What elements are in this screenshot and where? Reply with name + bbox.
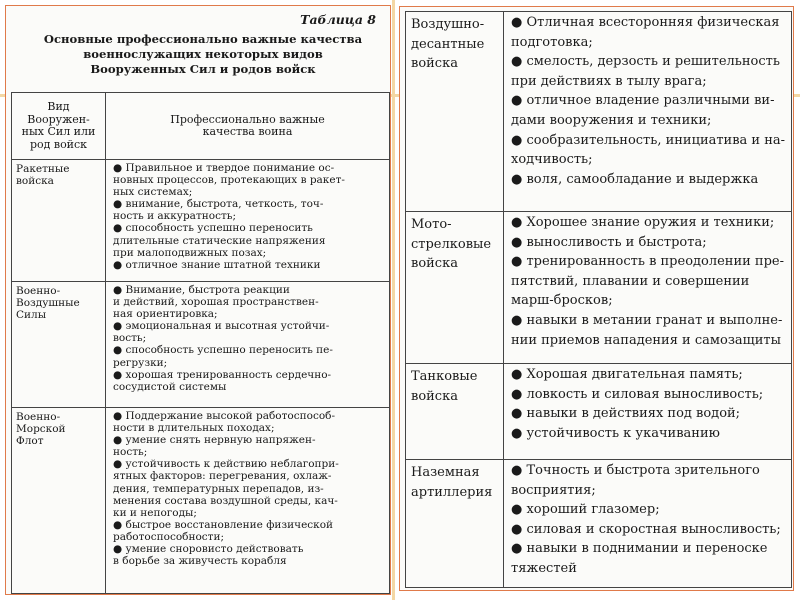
quality-item: ● устойчивость к укачиванию (511, 425, 720, 441)
quality-item: ● воля, самообладание и выдержка (511, 171, 759, 187)
quality-item: ● хорошая тренированность сердечно- сосудистой системы (113, 368, 332, 393)
caption-line: Основные профессионально важные качества (43, 32, 363, 46)
qualities-cell (504, 212, 792, 364)
troop-type-line: войска (411, 388, 458, 404)
table-row (406, 364, 792, 460)
quality-item: ● быстрое восстановление физической работоспособности; (113, 518, 334, 543)
troop-type-cell (406, 212, 504, 364)
troop-type-line: артиллерия (411, 484, 493, 500)
quality-item: ● силовая и скоростная выносливость; (511, 521, 781, 537)
caption-line: Вооруженных Сил и родов войск (90, 62, 316, 76)
qualities-cell (106, 160, 390, 282)
header-line: Вид (47, 100, 70, 113)
caption-line: военнослужащих некоторых видов (83, 47, 323, 61)
quality-item: ● тренированность в преодолении пре- пятствий, плавании и совершении марш-бросков; (511, 254, 785, 309)
table-row (406, 460, 792, 588)
header-line: ных Сил или (21, 125, 96, 138)
qualities-cell (106, 282, 390, 408)
troop-type-cell (406, 12, 504, 212)
header-line: качества воина (202, 125, 293, 138)
table-row (406, 212, 792, 364)
quality-item: ● отличное владение различными ви- дами вооружения и техники; (511, 93, 775, 128)
quality-item: ● способность успешно переносить длительные статические напряжения при малоподвижных позах; (113, 222, 326, 259)
header-line: Вооружен- (27, 112, 90, 126)
table-row (406, 12, 792, 212)
left-page (5, 5, 391, 595)
troop-type-line: войска (411, 256, 458, 272)
quality-item: ● сообразительность, инициатива и на- ходчивость; (511, 132, 786, 168)
quality-item: ● устойчивость к действию неблагопри- ятных факторов: перегревания, охлаж- дения, температурных перепадов, из- менения состава воздушной среды, кач- ки и непогоды; (113, 458, 339, 519)
qualities-table-left (11, 92, 390, 594)
troop-type-cell (12, 408, 106, 594)
table-caption (28, 32, 378, 77)
troop-type-cell (12, 282, 106, 408)
table-label: Таблица 8 (300, 12, 376, 27)
quality-item: ● навыки в поднимании и переноске тяжестей (511, 541, 768, 576)
troop-type-line: Танковые (411, 369, 478, 384)
troop-type-line: Воздушно- (411, 17, 485, 32)
qualities-table-right (405, 11, 792, 588)
quality-item: ● умение сноровисто действовать в борьбе за живучесть корабля (113, 543, 304, 568)
troop-type-line: десантные (411, 36, 485, 52)
quality-item: ● внимание, быстрота, четкость, точ- ность и аккуратность; (113, 198, 324, 223)
quality-item: ● смелость, дерзость и решительность при действиях в тылу врага; (511, 54, 780, 89)
quality-item: ● Поддержание высокой работоспособ- ности в длительных походах; (113, 410, 336, 435)
quality-item: ● Хорошее знание оружия и техники; (511, 215, 775, 230)
troop-type-line: Флот (16, 435, 44, 448)
troop-type-line: Мото- (411, 217, 452, 232)
header-qualities (106, 93, 390, 160)
quality-item: ● отличное знание штатной техники (113, 258, 321, 271)
table-row (12, 160, 390, 282)
troop-type-line: войска (411, 56, 458, 72)
troop-type-cell (406, 460, 504, 588)
troop-type-line: Военно- (16, 411, 61, 423)
right-page (399, 6, 794, 591)
table-row (12, 282, 390, 408)
troop-type-line: Силы (16, 309, 47, 322)
qualities-cell (504, 460, 792, 588)
qualities-cell (504, 364, 792, 460)
quality-item: ● умение снять нервную напряжен- ность; (113, 434, 316, 459)
troop-type-line: Ракетные (16, 163, 70, 175)
header-type (12, 93, 106, 160)
quality-item: ● Отличная всесторонняя физическая подготовка; (511, 15, 780, 50)
quality-item: ● способность успешно переносить пе- регрузки; (113, 344, 333, 369)
quality-item: ● Правильное и твердое понимание ос- новных процессов, протекающих в ракет- ных системах; (113, 162, 345, 199)
quality-item: ● Хорошая двигательная память; (511, 367, 743, 382)
troop-type-line: Морской (16, 423, 66, 436)
qualities-cell (504, 12, 792, 212)
troop-type-line: Наземная (411, 465, 480, 480)
header-line: род войск (29, 137, 88, 151)
decorative-line (392, 0, 395, 600)
table-row (12, 408, 390, 594)
quality-item: ● выносливость и быстрота; (511, 234, 707, 250)
table-header-row (12, 93, 390, 160)
troop-type-line: Военно- (16, 285, 61, 297)
quality-item: ● ловкость и силовая выносливость; (511, 386, 764, 402)
troop-type-cell (406, 364, 504, 460)
quality-item: ● эмоциональная и высотная устойчи- вость; (113, 320, 330, 345)
quality-item: ● Точность и быстрота зрительного восприятия; (511, 463, 760, 498)
qualities-cell (106, 408, 390, 594)
quality-item: ● хороший глазомер; (511, 502, 660, 518)
quality-item: ● навыки в действиях под водой; (511, 406, 741, 422)
troop-type-cell (12, 160, 106, 282)
header-line: Профессионально важные (170, 112, 325, 126)
troop-type-line: Воздушные (16, 297, 80, 310)
troop-type-line: войска (16, 175, 54, 188)
troop-type-line: стрелковые (411, 236, 492, 252)
quality-item: ● Внимание, быстрота реакции и действий, хорошая пространствен- ная ориентировка; (113, 284, 319, 321)
quality-item: ● навыки в метании гранат и выполне- нии приемов нападения и самозащиты (511, 312, 783, 348)
